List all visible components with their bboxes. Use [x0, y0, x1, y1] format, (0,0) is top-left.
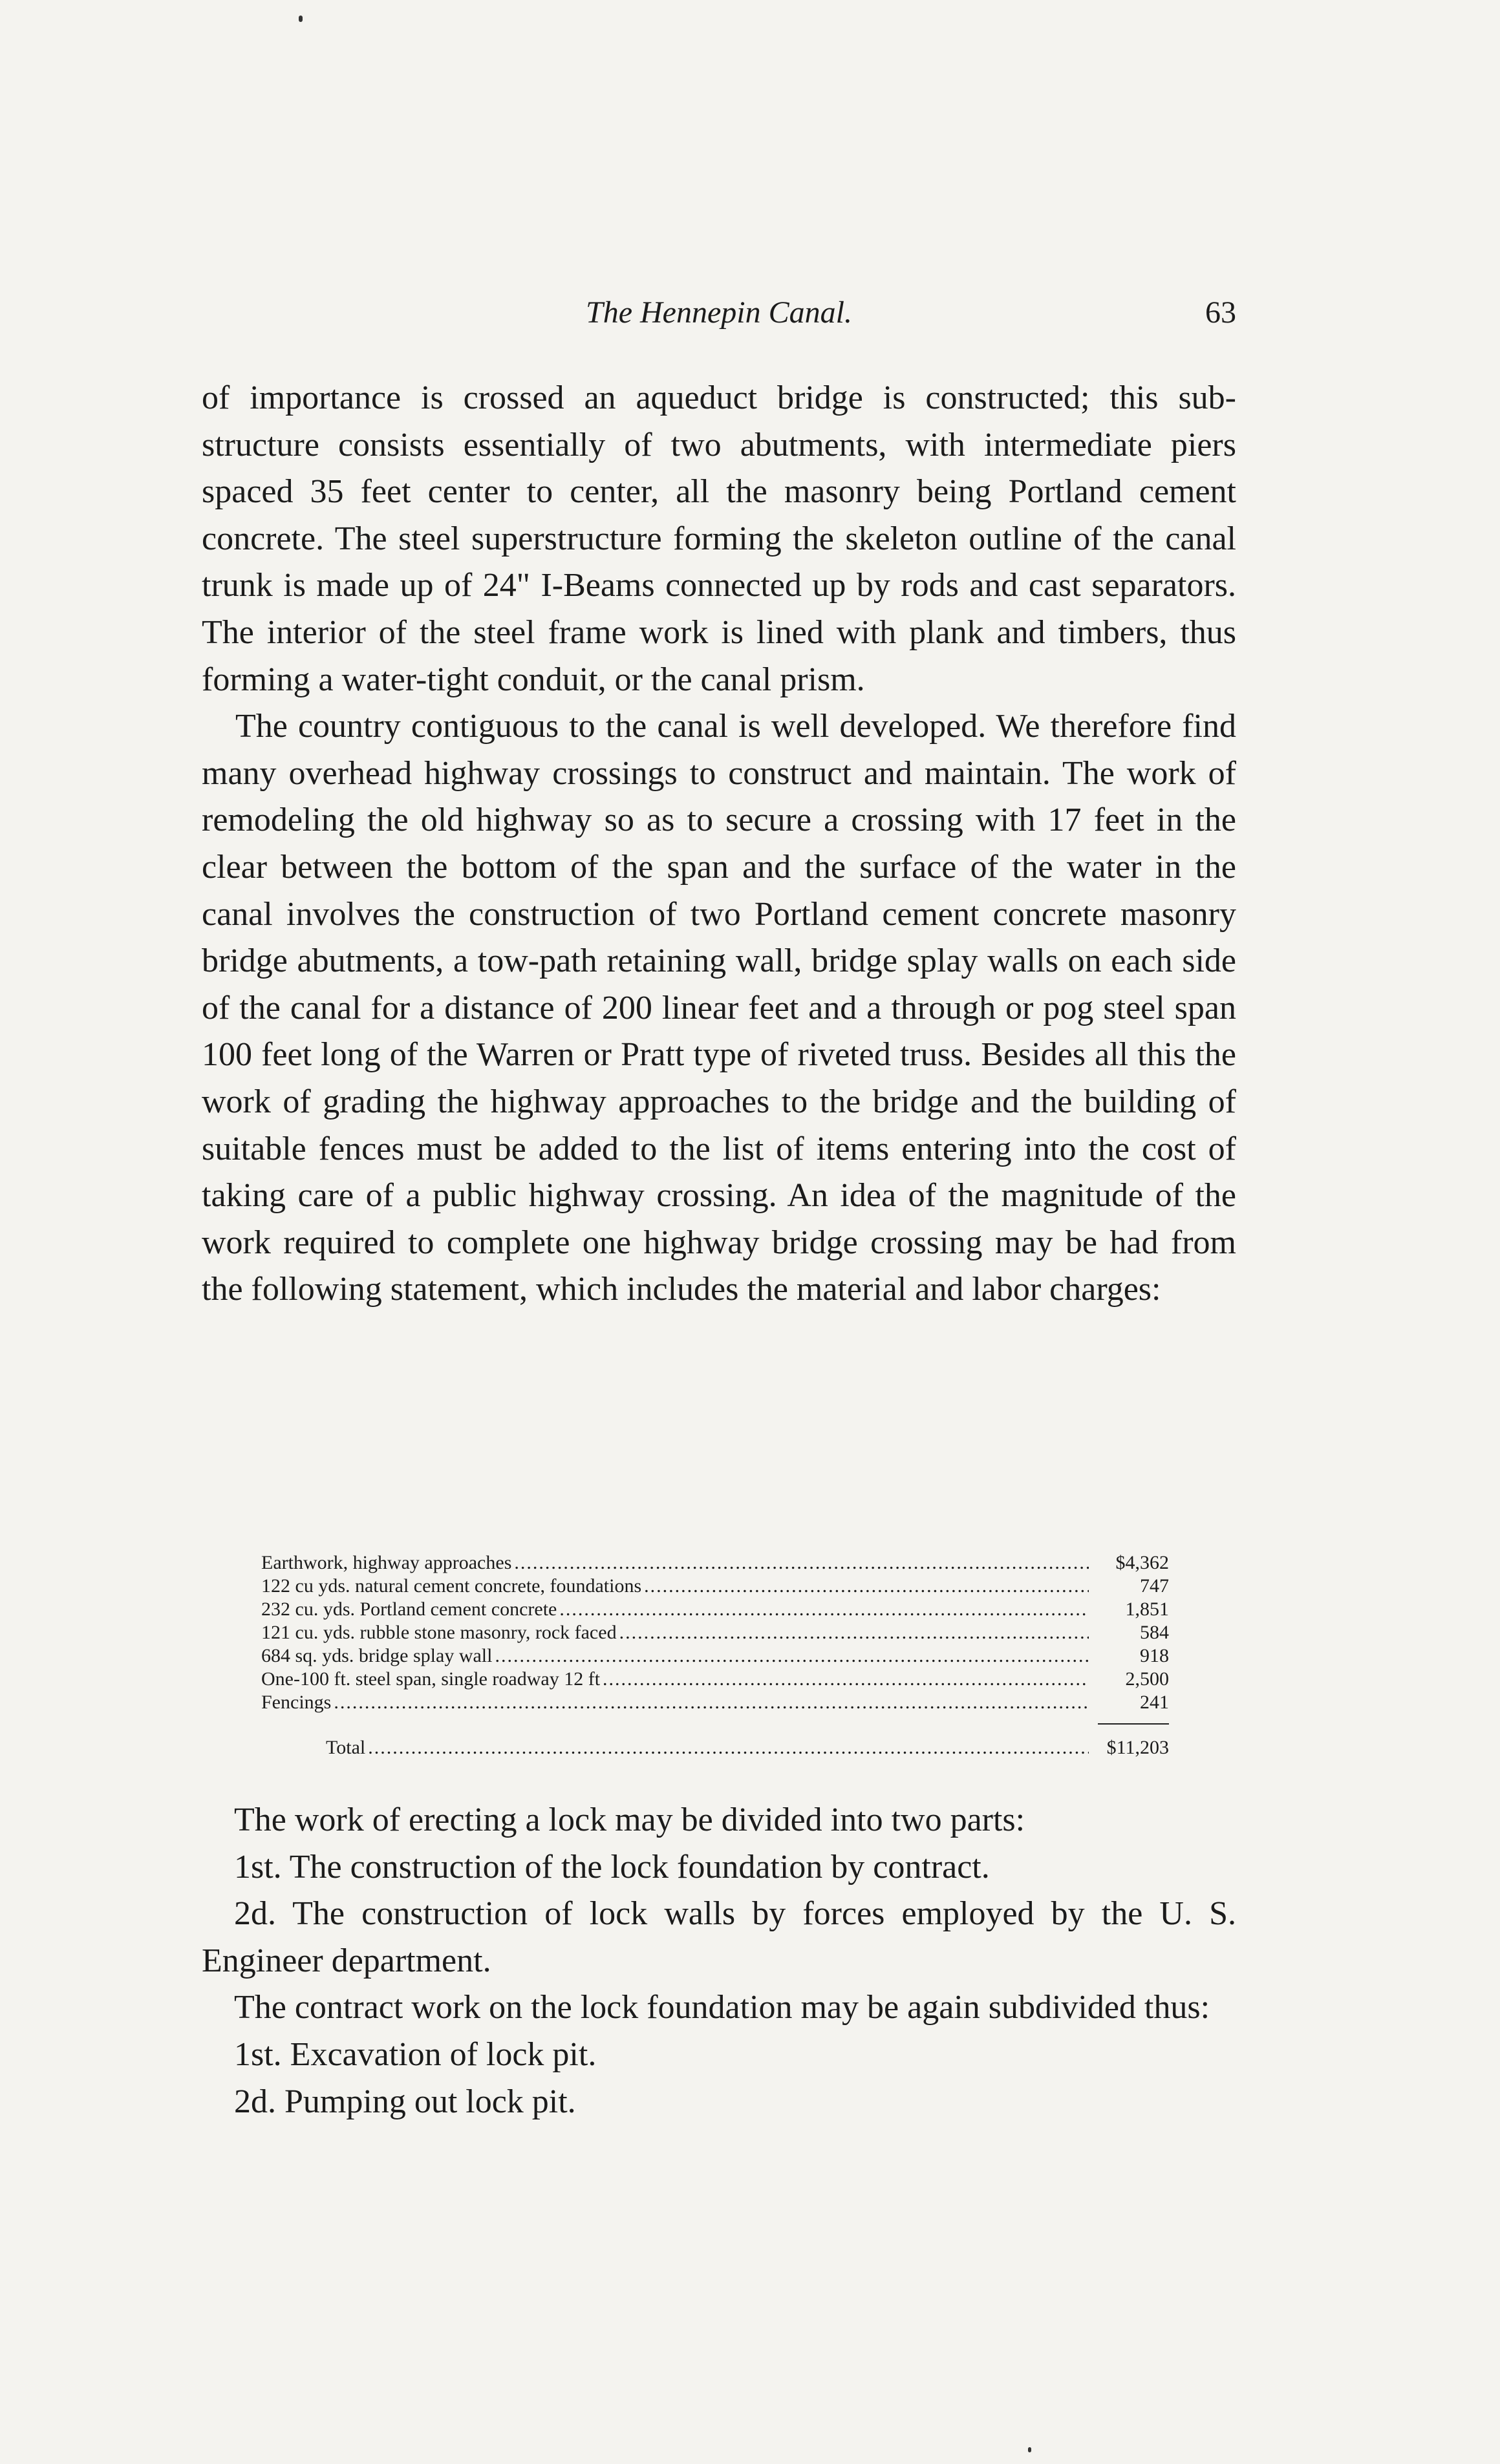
statement-amount: 584 — [1140, 1622, 1169, 1643]
lock-work-text — [202, 1797, 1236, 2125]
statement-row — [261, 1621, 1169, 1644]
leader-dots — [619, 1621, 1089, 1644]
statement-amount: 918 — [1140, 1645, 1169, 1666]
statement-item: 121 cu. yds. rubble stone masonry, rock faced — [261, 1622, 617, 1643]
statement-item: Earthwork, highway approaches — [261, 1552, 512, 1573]
running-title: The Hennepin Canal. — [586, 295, 852, 330]
page-number: 63 — [1205, 295, 1236, 330]
total-label: Total — [326, 1737, 366, 1758]
total-amount: $11,203 — [1106, 1737, 1169, 1758]
list-item: 1st. The construction of the lock foundation by contract. — [234, 1848, 990, 1885]
statement-row — [261, 1551, 1169, 1575]
leader-dots — [603, 1668, 1089, 1691]
paragraph: The work of erecting a lock may be divided into two parts: — [234, 1801, 1025, 1838]
statement-total-row — [261, 1736, 1169, 1759]
statement-amount: 747 — [1140, 1575, 1169, 1597]
statement-row — [261, 1598, 1169, 1621]
leader-dots — [334, 1691, 1089, 1714]
statement-row — [261, 1575, 1169, 1598]
statement-amount: 2,500 — [1125, 1668, 1169, 1690]
statement-row — [261, 1691, 1169, 1714]
statement-item: 232 cu. yds. Portland cement concrete — [261, 1598, 557, 1620]
ink-speck — [299, 16, 303, 22]
leader-dots — [514, 1551, 1089, 1575]
statement-amount: 241 — [1140, 1692, 1169, 1713]
leader-dots — [495, 1644, 1089, 1668]
page-header — [202, 290, 1236, 341]
statement-item: Fencings — [261, 1692, 332, 1713]
statement-item: One-100 ft. steel span, single roadway 12 ft — [261, 1668, 601, 1690]
paragraph: The country contiguous to the canal is well developed. We therefore find many overhead highway crossings to construct and maintain. The work of remodeling the old highway so as to secure a crossing with 17 feet in the clear between the bottom of the span and the surface of the water in the canal involves the construction of two Portland cement concrete masonry bridge abutments, a tow-path retaining wall, bridge splay walls on each side of the canal for a distance of 200 linear feet and a through or pog steel span 100 feet long of the Warren or Pratt type of riveted truss. Besides all this the work of grading the highway approaches to the bridge and the building of suitable fences must be added to the list of items entering into the cost of taking care of a public highway crossing. An idea of the magnitude of the work required to complete one highway bridge crossing may be had from the following statement, which includes the material and labor charges: — [202, 708, 1236, 1308]
statement-amount: $4,362 — [1115, 1552, 1169, 1573]
leader-dots — [644, 1575, 1089, 1598]
statement-row — [261, 1668, 1169, 1691]
leader-dots — [368, 1736, 1089, 1759]
body-text — [202, 375, 1236, 1313]
list-item: 2d. The construction of lock walls by forces employed by the U. S. Engineer department. — [202, 1895, 1236, 1979]
list-item: 2d. Pumping out lock pit. — [234, 2083, 576, 2120]
statement-row — [261, 1644, 1169, 1668]
list-item: 1st. Excavation of lock pit. — [234, 2035, 597, 2073]
cost-statement — [261, 1551, 1169, 1759]
statement-item: 122 cu yds. natural cement concrete, foundations — [261, 1575, 642, 1597]
statement-amount: 1,851 — [1125, 1598, 1169, 1620]
leader-dots — [559, 1598, 1089, 1621]
statement-item: 684 sq. yds. bridge splay wall — [261, 1645, 493, 1666]
sum-rule — [1098, 1723, 1169, 1725]
paragraph: of importance is crossed an aqueduct bridge is constructed; this sub-structure consists essentially of two abutments, with intermediate piers spaced 35 feet center to center, all the masonry being Portland cement concrete. The steel superstructure forming the skeleton outline of the canal trunk is made up of 24" I-Beams connected up by rods and cast separators. The interior of the steel frame work is lined with plank and timbers, thus forming a water-tight conduit, or the canal prism. — [202, 379, 1236, 698]
paragraph: The contract work on the lock foundation may be again subdivided thus: — [234, 1989, 1210, 2026]
ink-speck — [1028, 2447, 1031, 2452]
